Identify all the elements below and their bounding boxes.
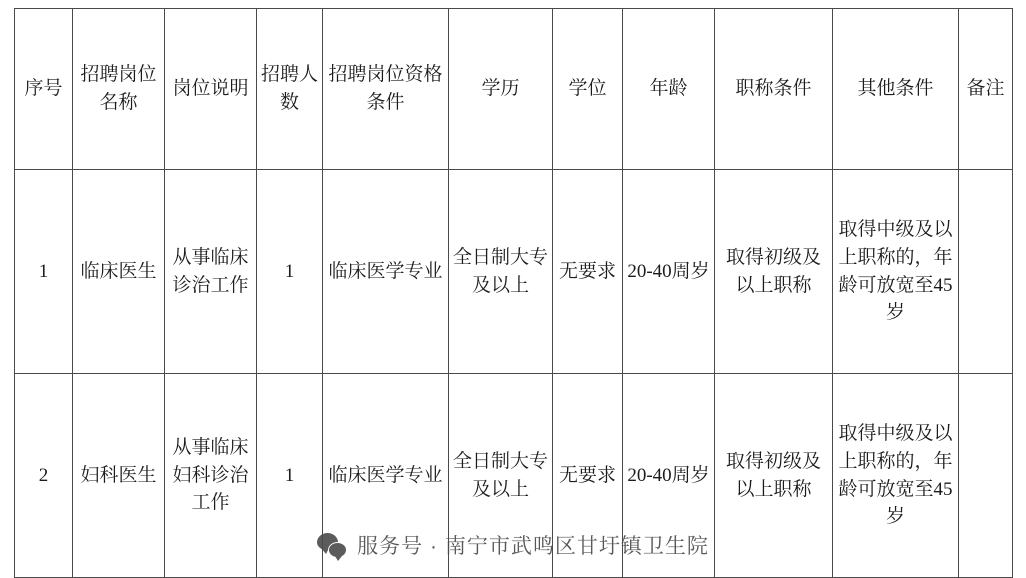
header-text-age: 年龄 [649,78,688,100]
header-cell-index [15,9,73,170]
recruitment-table-sheet [14,8,1012,566]
value-headcount: 1 [284,464,295,486]
cell-other-requirement [833,170,959,374]
cell-degree [553,170,623,374]
header-text-title-requirement: 职称条件 [735,78,812,100]
value-age: 20-40周岁 [627,464,710,486]
cell-title-requirement [715,170,833,374]
value-other-requirement: 取得中级及以上职称的，年龄可放宽至45 岁 [838,423,953,528]
value-position-name: 妇科医生 [80,464,157,486]
value-age: 20-40周岁 [627,260,710,282]
cell-index [15,170,73,374]
cell-education [449,170,553,374]
cell-qualification [323,170,449,374]
value-degree: 无要求 [558,464,616,486]
header-text-job-desc: 岗位说明 [172,78,249,100]
cell-position-name [73,170,165,374]
recruitment-table [14,8,1013,578]
value-education: 全日制大专及以上 [452,246,548,296]
value-other-requirement: 取得中级及以上职称的，年龄可放宽至45 岁 [838,219,953,324]
table-row [15,170,1013,374]
cell-remark [959,170,1013,374]
cell-age [623,170,715,374]
header-text-qualification: 招聘岗位资格条件 [328,64,443,113]
header-cell-job-desc [165,9,257,170]
cell-education [449,374,553,578]
value-degree: 无要求 [558,260,616,282]
value-position-name: 临床医生 [80,260,157,282]
value-index: 1 [38,260,49,282]
cell-index [15,374,73,578]
header-cell-age [623,9,715,170]
cell-position-name [73,374,165,578]
cell-job-desc [165,170,257,374]
cell-headcount [257,374,323,578]
header-cell-title-requirement [715,9,833,170]
header-text-index: 序号 [24,78,63,100]
header-text-education: 学历 [481,78,520,100]
cell-degree [553,374,623,578]
header-cell-position-name [73,9,165,170]
cell-headcount [257,170,323,374]
value-job-desc: 从事临床诊治工作 [172,246,249,296]
header-cell-education [449,9,553,170]
cell-age [623,374,715,578]
header-cell-other-requirement [833,9,959,170]
value-title-requirement: 取得初级及以上职称 [725,246,821,296]
header-cell-remark [959,9,1013,170]
header-cell-headcount [257,9,323,170]
value-headcount: 1 [284,260,295,282]
header-text-other-requirement: 其他条件 [857,78,934,100]
cell-qualification [323,374,449,578]
header-text-headcount: 招聘人数 [260,64,318,113]
cell-remark [959,374,1013,578]
value-qualification: 临床医学专业 [328,260,443,282]
value-index: 2 [38,464,49,486]
cell-other-requirement [833,374,959,578]
table-row [15,374,1013,578]
value-education: 全日制大专及以上 [452,450,548,500]
value-title-requirement: 取得初级及以上职称 [725,450,821,500]
header-text-remark: 备注 [966,78,1005,100]
header-cell-degree [553,9,623,170]
value-job-desc: 从事临床妇科诊治工作 [172,437,249,514]
header-cell-qualification [323,9,449,170]
header-text-position-name: 招聘岗位名称 [80,64,157,113]
header-text-degree: 学位 [568,78,607,100]
watermark-text: 服务号 · 南宁市武鸣区甘圩镇卫生院 [357,535,709,558]
cell-job-desc [165,374,257,578]
table-header-row [15,9,1013,170]
value-qualification: 临床医学专业 [328,464,443,486]
cell-title-requirement [715,374,833,578]
